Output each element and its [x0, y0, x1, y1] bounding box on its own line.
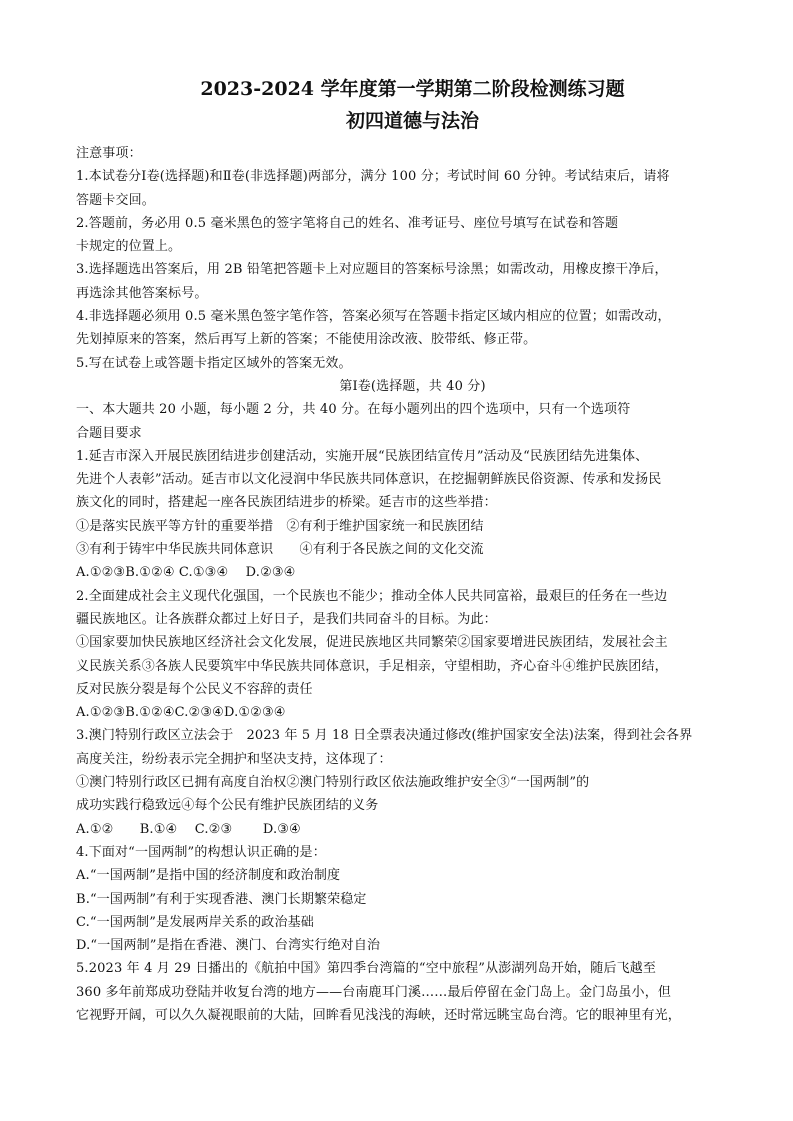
question-text: 1.延吉市深入开展民族团结进步创建活动，实施开展“民族团结宣传月”活动及“民族团结先进集体、	[76, 448, 649, 464]
notice-line: 再选涂其他答案标号。	[76, 285, 208, 301]
section-heading: 第Ⅰ卷(选择题，共 40 分)	[339, 378, 486, 394]
question-text: 先进个人表彰”活动。延吉市以文化浸润中华民族共同体意识，在挖掘朝鲜族民俗资源、传承和发扬民	[76, 472, 662, 488]
question-statement: 成功实践行稳致远④每个公民有维护民族团结的义务	[76, 798, 379, 814]
exam-body	[76, 142, 749, 1027]
question-text: 它视野开阔，可以久久凝视眼前的大陆，回眸看见浅浅的海峡，还时常远眺宝岛台湾。它的眼神里有光，	[76, 1007, 681, 1023]
question-text: 族文化的同时，搭建起一座各民族团结进步的桥梁。延吉市的这些举措：	[76, 495, 497, 511]
question-text: 2.全面建成社会主义现代化强国，一个民族也不能少；推动全体人民共同富裕，最艰巨的任务在一些边	[76, 588, 668, 604]
question-text: 360 多年前郑成功登陆并收复台湾的地方——台南鹿耳门溪……最后停留在金门岛上。金门岛虽小，但	[76, 984, 671, 1000]
answer-option: A.“一国两制”是指中国的经济制度和政治制度	[76, 868, 341, 884]
answer-options: A.①②③B.①②④C.②③④D.①②③④	[76, 705, 286, 721]
question-text: 高度关注，纷纷表示完全拥护和坚决支持，这体现了：	[76, 751, 392, 767]
notice-line: 2.答题前，务必用 0.5 毫米黑色的签字笔将自己的姓名、准考证号、座位号填写在试卷和答题	[76, 215, 619, 231]
question-statement: ③有利于铸牢中华民族共同体意识 ④有利于各民族之间的文化交流	[76, 542, 484, 558]
question-text: 疆民族地区。让各族群众都过上好日子，是我们共同奋斗的目标。为此：	[76, 611, 497, 627]
answer-option: B.“一国两制”有利于实现香港、澳门长期繁荣稳定	[76, 891, 367, 907]
answer-options: A.①②③B.①②④ C.①③④ D.②③④	[76, 565, 296, 581]
answer-options: A.①② B.①④ C.②③ D.③④	[76, 821, 301, 837]
notice-line: 1.本试卷分Ⅰ卷(选择题)和Ⅱ卷(非选择题)两部分，满分 100 分；考试时间 60 分钟。考试结束后，请将	[76, 169, 670, 185]
exam-title: 2023-2024 学年度第一学期第二阶段检测练习题	[200, 78, 625, 100]
answer-option: C.“一国两制”是发展两岸关系的政治基础	[76, 914, 314, 930]
notice-line: 5.写在试卷上或答题卡指定区域外的答案无效。	[76, 355, 352, 371]
notice-line: 卡规定的位置上。	[76, 239, 182, 255]
question-text: 5.2023 年 4 月 29 日播出的《航拍中国》第四季台湾篇的“空中旅程”从澎湖列岛开始，随后飞越至	[76, 961, 657, 977]
section-instruction: 合题目要求	[76, 425, 142, 441]
section-instruction: 一、本大题共 20 小题，每小题 2 分，共 40 分。在每小题列出的四个选项中，只有一个选项符	[76, 402, 631, 418]
answer-option: D.“一国两制”是指在香港、澳门、台湾实行绝对自治	[76, 938, 381, 954]
question-statement: ①是落实民族平等方针的重要举措 ②有利于维护国家统一和民族团结	[76, 518, 484, 534]
notice-heading: 注意事项：	[76, 146, 142, 161]
notice-line: 先划掉原来的答案，然后再写上新的答案；不能使用涂改液、胶带纸、修正带。	[76, 332, 537, 348]
notice-line: 答题卡交回。	[76, 192, 155, 208]
notice-line: 4.非选择题必须用 0.5 毫米黑色签字笔作答，答案必须写在答题卡指定区域内相应的位置；如需改动，	[76, 309, 671, 325]
question-statement: 反对民族分裂是每个公民义不容辞的责任	[76, 681, 313, 697]
question-text: 3.澳门特别行政区立法会于 2023 年 5 月 18 日全票表决通过修改(维护国家安全法)法案，得到社会各界	[76, 728, 693, 744]
notice-line: 3.选择题选出答案后，用 2B 铅笔把答题卡上对应题目的答案标号涂黑；如需改动，用橡皮擦干净后，	[76, 262, 668, 278]
question-statement: 义民族关系③各族人民要筑牢中华民族共同体意识，手足相亲，守望相助，齐心奋斗④维护民族团结，	[76, 658, 668, 674]
exam-subject-title: 初四道德与法治	[345, 110, 479, 132]
question-statement: ①澳门特别行政区已拥有高度自治权②澳门特别行政区依法施政维护安全③“一国两制”的	[76, 775, 590, 791]
question-text: 4.下面对“一国两制”的构想认识正确的是：	[76, 844, 326, 860]
question-statement: ①国家要加快民族地区经济社会文化发展，促进民族地区共同繁荣②国家要增进民族团结，发展社会主	[76, 635, 668, 651]
